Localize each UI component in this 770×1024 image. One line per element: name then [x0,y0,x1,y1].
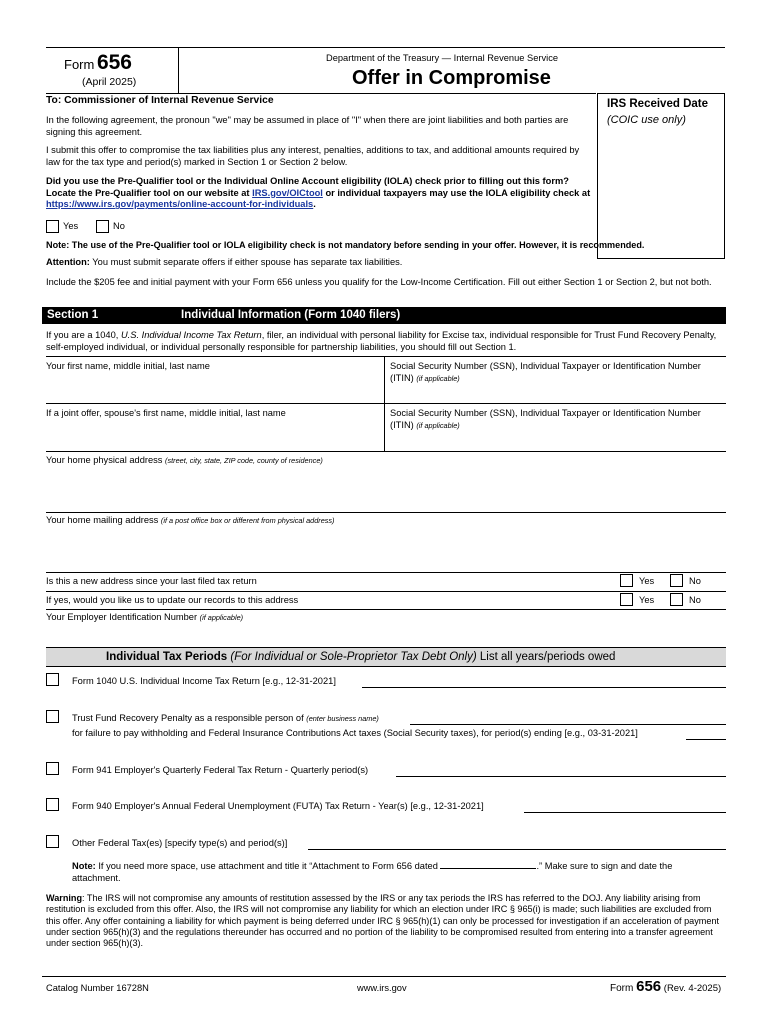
prequalifier-yes-checkbox[interactable] [46,220,59,233]
form-1040-label: Form 1040 U.S. Individual Income Tax Return [e.g., 12-31-2021] [72,676,336,686]
footer-form-id: Form 656 (Rev. 4-2025) [610,978,722,995]
other-taxes-checkbox[interactable] [46,835,59,848]
page-title: Offer in Compromise [352,67,551,89]
warning-paragraph: Warning: The IRS will not compromise any amounts of restitution assessed by the IRS or any tax periods the IRS has referred to the DOJ. Any liability arising from restitution is excluded from this offer. Also, the IRS will not compromise any liability for which an election under IRC § 965(i) is made; such liabilities are excluded from this offer. Any offer containing a liability for which payment is being deferred under IRC § 965(h)(1) can only be processed for investigation if an acceleration of payment under section 965(h)(3) and the regulations thereunder has occurred and no portion of the liability to be compromised resulted from entering into a transfer agreement under section 965(h)(3). [46,893,719,949]
new-address-yes-label: Yes [639,576,655,586]
form-941-checkbox[interactable] [46,762,59,775]
intro-paragraph-2: I submit this offer to compromise the tax liabilities plus any interest, penalties, additions to tax, and additional amounts required by law for the tax type and period(s) marked in Section 1 or Section 2 below. [46,145,580,167]
mailing-address-input[interactable] [46,528,726,570]
form-number-block [64,50,132,76]
mailing-address-label: Your home mailing address (if a post office box or different from physical address) [46,515,335,525]
other-taxes-label: Other Federal Tax(es) [specify type(s) and period(s)] [72,838,288,848]
prequalifier-question: Did you use the Pre-Qualifier tool or the Individual Online Account eligibility (IOLA) check prior to filling out this form? Locate the Pre-Qualifier tool on our website at IRS.gov/OICtool or individual taxpayers may use the IOLA eligibility check at https://www.irs.gov/payments/online-account-for-individuals. [46,176,591,210]
tfrp-label: Trust Fund Recovery Penalty as a responsible person of (enter business name) [72,713,379,723]
irs-received-subtitle: (COIC use only) [607,114,686,126]
section1-label: Section 1 [47,309,99,321]
spouse-name-input[interactable] [46,421,382,449]
irs-received-title: IRS Received Date [607,98,708,110]
fee-paragraph: Include the $205 fee and initial payment with your Form 656 unless you qualify for the Low-Income Certification. Fill out either Section 1 or Section 2, but not both. [46,277,712,287]
name-input[interactable] [46,374,382,402]
new-address-no-checkbox[interactable] [670,574,683,587]
ein-label: Your Employer Identification Number (if applicable) [46,612,244,622]
tfrp-checkbox[interactable] [46,710,59,723]
update-records-yes-checkbox[interactable] [620,593,633,606]
ssn-field-label: Social Security Number (SSN), Individual Taxpayer or Identification Number (ITIN) (if applicable) [390,361,701,383]
home-address-input[interactable] [46,468,726,510]
prequalifier-yes-label: Yes [63,221,79,231]
prequalifier-no-checkbox[interactable] [96,220,109,233]
catalog-number: Catalog Number 16728N [46,983,149,993]
form-date: (April 2025) [82,76,137,88]
form-word: Form [64,57,95,72]
spouse-ssn-label: Social Security Number (SSN), Individual Taxpayer or Identification Number (ITIN) (if applicable) [390,408,701,430]
update-records-no-label: No [689,595,701,605]
note-line: Note: The use of the Pre-Qualifier tool or IOLA eligibility check is not mandatory before sending in your offer. However, it is recommended. [46,240,645,250]
spouse-ssn-input[interactable] [388,433,724,449]
ein-input[interactable] [46,624,726,642]
iola-link[interactable]: https://www.irs.gov/payments/online-account-for-individuals [46,199,314,210]
agency-line: Department of the Treasury — Internal Revenue Service [326,53,559,63]
form-1040-checkbox[interactable] [46,673,59,686]
update-records-question: If yes, would you like us to update our records to this address [46,595,299,605]
new-address-question: Is this a new address since your last filed tax return [46,576,257,586]
form-940-checkbox[interactable] [46,798,59,811]
section1-bar [42,307,726,324]
new-address-yes-checkbox[interactable] [620,574,633,587]
attention-line: Attention: You must submit separate offers if either spouse has separate tax liabilities. [46,257,403,267]
new-address-no-label: No [689,576,701,586]
update-records-no-checkbox[interactable] [670,593,683,606]
tax-periods-header: Individual Tax Periods (For Individual or Sole-Proprietor Tax Debt Only) List all years/periods owed [46,647,726,667]
website: www.irs.gov [357,983,407,993]
oic-tool-link[interactable]: IRS.gov/OICtool [252,187,323,198]
ssn-input[interactable] [388,386,724,402]
attachment-date-field[interactable] [440,860,536,869]
tfrp-label-2: for failure to pay withholding and Federal Insurance Contributions Act taxes (Social Security taxes), for period(s) ending [e.g., 03-31-2021] [72,728,638,738]
section1-description: If you are a 1040, U.S. Individual Income Tax Return, filer, an individual with personal liability for Excise tax, individual responsible for Trust Fund Recovery Penalty, self-employed individual, or individual personally responsible for partnership liabilities, you should fill out Section 1. [46,330,717,352]
form-number: 656 [96,51,132,74]
form-941-label: Form 941 Employer's Quarterly Federal Tax Return - Quarterly period(s) [72,765,369,775]
to-line: To: Commissioner of Internal Revenue Service [46,95,274,106]
name-field-label: Your first name, middle initial, last name [46,361,210,371]
home-address-label: Your home physical address (street, city, state, ZIP code, county of residence) [46,455,323,465]
form-940-label: Form 940 Employer's Annual Federal Unemployment (FUTA) Tax Return - Year(s) [e.g., 12-31-2021] [72,801,484,811]
attachment-note: Note: If you need more space, use attachment and title it “Attachment to Form 656 dated .” Make sure to sign and date the attachment. [72,861,673,883]
spouse-name-label: If a joint offer, spouse's first name, middle initial, last name [46,408,286,418]
prequalifier-no-label: No [113,221,125,231]
intro-paragraph-1: In the following agreement, the pronoun "we" may be assumed in place of "I" when there are joint liabilities and both parties are signing this agreement. [46,115,569,137]
section1-title: Individual Information (Form 1040 filers) [181,309,401,321]
irs-received-box [597,93,725,259]
update-records-yes-label: Yes [639,595,655,605]
